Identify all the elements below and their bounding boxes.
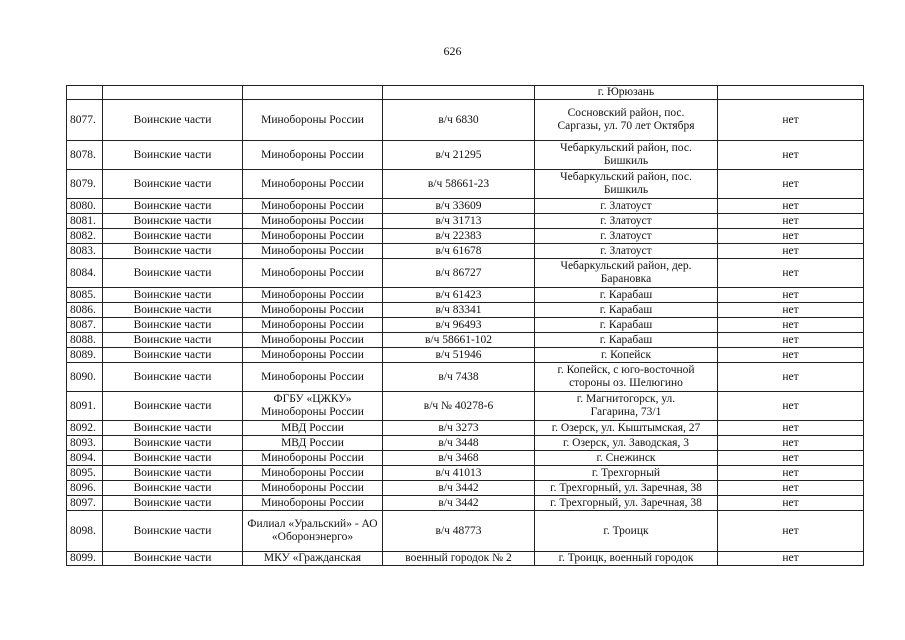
cell-location: г. Озерск, ул. Кыштымская, 27 (535, 421, 718, 436)
table-row (67, 86, 864, 100)
cell-status: нет (718, 451, 864, 466)
table-row (67, 392, 864, 421)
cell-unit: в/ч 96493 (383, 318, 535, 333)
cell-status: нет (718, 436, 864, 451)
table-row (67, 552, 864, 566)
cell-unit: в/ч 58661-23 (383, 170, 535, 199)
cell-status: нет (718, 552, 864, 566)
cell-number: 8096. (67, 481, 103, 496)
cell-department: Минобороны России (243, 100, 383, 141)
cell-status: нет (718, 100, 864, 141)
page-number: 626 (443, 44, 462, 58)
cell-unit: в/ч 51946 (383, 348, 535, 363)
cell-unit: в/ч 3448 (383, 436, 535, 451)
table-row (67, 333, 864, 348)
table-row (67, 214, 864, 229)
cell-type: Воинские части (103, 259, 243, 288)
cell-type (103, 86, 243, 100)
cell-unit: в/ч 86727 (383, 259, 535, 288)
cell-status: нет (718, 244, 864, 259)
cell-location: г. Трехгорный, ул. Заречная, 38 (535, 481, 718, 496)
cell-type: Воинские части (103, 199, 243, 214)
cell-status: нет (718, 348, 864, 363)
table-row (67, 348, 864, 363)
cell-location: г. Юрюзань (535, 86, 718, 100)
cell-status: нет (718, 199, 864, 214)
cell-location: г. Златоуст (535, 199, 718, 214)
cell-unit: в/ч 61423 (383, 288, 535, 303)
cell-department: Минобороны России (243, 451, 383, 466)
cell-status: нет (718, 288, 864, 303)
cell-location: г. Карабаш (535, 288, 718, 303)
cell-department: Минобороны России (243, 199, 383, 214)
cell-status: нет (718, 392, 864, 421)
cell-type: Воинские части (103, 421, 243, 436)
cell-type: Воинские части (103, 244, 243, 259)
cell-type: Воинские части (103, 214, 243, 229)
cell-number: 8084. (67, 259, 103, 288)
table-row (67, 421, 864, 436)
cell-location: г. Карабаш (535, 318, 718, 333)
cell-unit: в/ч 48773 (383, 511, 535, 552)
cell-department: Минобороны России (243, 170, 383, 199)
cell-location: г. Трехгорный, ул. Заречная, 38 (535, 496, 718, 511)
cell-status: нет (718, 170, 864, 199)
cell-type: Воинские части (103, 170, 243, 199)
cell-type: Воинские части (103, 552, 243, 566)
cell-number: 8089. (67, 348, 103, 363)
cell-number: 8080. (67, 199, 103, 214)
cell-unit: в/ч 3442 (383, 481, 535, 496)
cell-number: 8094. (67, 451, 103, 466)
table-row (67, 288, 864, 303)
cell-department: Минобороны России (243, 481, 383, 496)
cell-department: Минобороны России (243, 318, 383, 333)
cell-department: Минобороны России (243, 214, 383, 229)
table-row (67, 451, 864, 466)
cell-status: нет (718, 481, 864, 496)
cell-status: нет (718, 466, 864, 481)
cell-type: Воинские части (103, 318, 243, 333)
cell-location: г. Карабаш (535, 333, 718, 348)
cell-location: г. Копейск (535, 348, 718, 363)
cell-department: Минобороны России (243, 259, 383, 288)
cell-type: Воинские части (103, 466, 243, 481)
cell-department: Минобороны России (243, 303, 383, 318)
cell-location: г. Трехгорный (535, 466, 718, 481)
cell-number: 8091. (67, 392, 103, 421)
cell-number: 8087. (67, 318, 103, 333)
cell-location: г. Златоуст (535, 229, 718, 244)
cell-unit: в/ч 3468 (383, 451, 535, 466)
cell-location: г. Озерск, ул. Заводская, 3 (535, 436, 718, 451)
cell-location: г. Златоуст (535, 214, 718, 229)
cell-type: Воинские части (103, 496, 243, 511)
cell-number: 8088. (67, 333, 103, 348)
cell-status: нет (718, 214, 864, 229)
cell-unit: в/ч 31713 (383, 214, 535, 229)
cell-location: Сосновский район, пос. Саргазы, ул. 70 лет Октября (535, 100, 718, 141)
cell-status: нет (718, 496, 864, 511)
table-row (67, 229, 864, 244)
cell-number: 8078. (67, 141, 103, 170)
cell-number: 8099. (67, 552, 103, 566)
table-row (67, 318, 864, 333)
cell-unit: в/ч 3273 (383, 421, 535, 436)
cell-department (243, 86, 383, 100)
cell-number: 8086. (67, 303, 103, 318)
cell-location: Чебаркульский район, пос. Бишкиль (535, 141, 718, 170)
cell-location: г. Троицк (535, 511, 718, 552)
cell-type: Воинские части (103, 348, 243, 363)
table-row (67, 511, 864, 552)
cell-number: 8081. (67, 214, 103, 229)
cell-unit: в/ч 3442 (383, 496, 535, 511)
cell-status: нет (718, 333, 864, 348)
cell-department: МВД России (243, 436, 383, 451)
table-row (67, 363, 864, 392)
cell-number: 8098. (67, 511, 103, 552)
cell-type: Воинские части (103, 288, 243, 303)
cell-number: 8083. (67, 244, 103, 259)
cell-status: нет (718, 421, 864, 436)
cell-department: МКУ «Гражданская (243, 552, 383, 566)
cell-unit: в/ч 41013 (383, 466, 535, 481)
cell-unit: в/ч 7438 (383, 363, 535, 392)
cell-type: Воинские части (103, 481, 243, 496)
cell-unit: в/ч 61678 (383, 244, 535, 259)
cell-department: Минобороны России (243, 348, 383, 363)
cell-type: Воинские части (103, 363, 243, 392)
cell-number: 8077. (67, 100, 103, 141)
cell-unit: в/ч № 40278-6 (383, 392, 535, 421)
cell-number: 8079. (67, 170, 103, 199)
cell-unit: в/ч 22383 (383, 229, 535, 244)
table-row (67, 303, 864, 318)
table-row (67, 244, 864, 259)
cell-location: г. Копейск, с юго-восточной стороны оз. Шелюгино (535, 363, 718, 392)
cell-location: г. Карабаш (535, 303, 718, 318)
cell-unit: в/ч 83341 (383, 303, 535, 318)
cell-number: 8095. (67, 466, 103, 481)
registry-table (66, 85, 864, 566)
table-row (67, 259, 864, 288)
cell-location: Чебаркульский район, пос. Бишкиль (535, 170, 718, 199)
cell-number: 8097. (67, 496, 103, 511)
cell-unit: в/ч 6830 (383, 100, 535, 141)
table-row (67, 100, 864, 141)
cell-type: Воинские части (103, 333, 243, 348)
cell-department: Минобороны России (243, 333, 383, 348)
cell-type: Воинские части (103, 511, 243, 552)
cell-status: нет (718, 363, 864, 392)
table-row (67, 199, 864, 214)
cell-status (718, 86, 864, 100)
cell-number: 8085. (67, 288, 103, 303)
cell-location: г. Магнитогорск, ул. Гагарина, 73/1 (535, 392, 718, 421)
cell-department: Филиал «Уральский» - АО «Оборонэнерго» (243, 511, 383, 552)
cell-type: Воинские части (103, 141, 243, 170)
cell-department: Минобороны России (243, 244, 383, 259)
cell-unit: военный городок № 2 (383, 552, 535, 566)
cell-type: Воинские части (103, 100, 243, 141)
cell-status: нет (718, 229, 864, 244)
cell-department: ФГБУ «ЦЖКУ» Минобороны России (243, 392, 383, 421)
cell-location: г. Снежинск (535, 451, 718, 466)
cell-unit: в/ч 33609 (383, 199, 535, 214)
table-row (67, 170, 864, 199)
table-row (67, 466, 864, 481)
cell-status: нет (718, 318, 864, 333)
cell-type: Воинские части (103, 229, 243, 244)
cell-type: Воинские части (103, 392, 243, 421)
cell-unit: в/ч 58661-102 (383, 333, 535, 348)
cell-number (67, 86, 103, 100)
cell-location: г. Троицк, военный городок (535, 552, 718, 566)
cell-number: 8093. (67, 436, 103, 451)
cell-department: Минобороны России (243, 466, 383, 481)
cell-location: Чебаркульский район, дер. Барановка (535, 259, 718, 288)
cell-department: Минобороны России (243, 288, 383, 303)
table-row (67, 496, 864, 511)
table-row (67, 436, 864, 451)
cell-type: Воинские части (103, 436, 243, 451)
cell-number: 8090. (67, 363, 103, 392)
cell-status: нет (718, 141, 864, 170)
cell-type: Воинские части (103, 303, 243, 318)
cell-type: Воинские части (103, 451, 243, 466)
cell-number: 8092. (67, 421, 103, 436)
table-row (67, 481, 864, 496)
cell-status: нет (718, 303, 864, 318)
table-row (67, 141, 864, 170)
cell-department: Минобороны России (243, 363, 383, 392)
cell-status: нет (718, 259, 864, 288)
cell-status: нет (718, 511, 864, 552)
cell-number: 8082. (67, 229, 103, 244)
cell-unit: в/ч 21295 (383, 141, 535, 170)
cell-department: МВД России (243, 421, 383, 436)
cell-location: г. Златоуст (535, 244, 718, 259)
cell-department: Минобороны России (243, 229, 383, 244)
cell-department: Минобороны России (243, 496, 383, 511)
cell-department: Минобороны России (243, 141, 383, 170)
cell-unit (383, 86, 535, 100)
